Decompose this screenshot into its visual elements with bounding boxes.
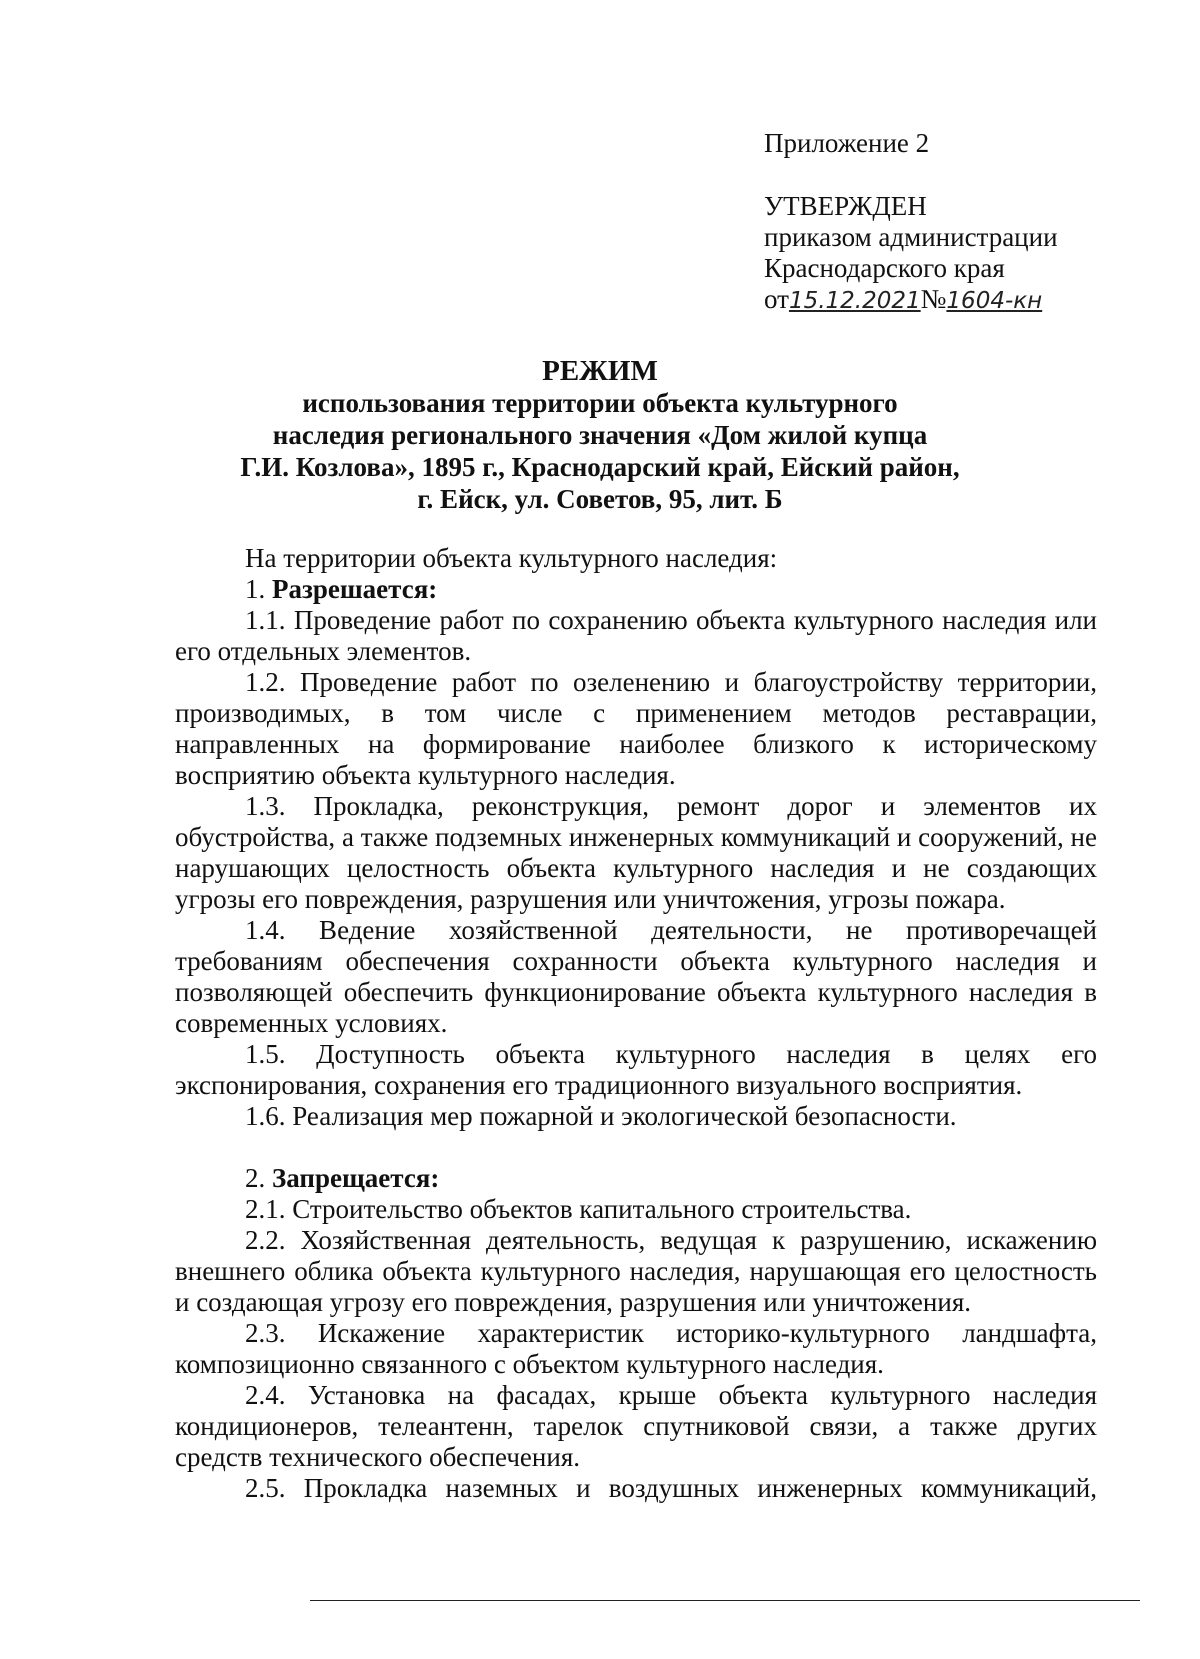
- title-line-1: использования территории объекта культурного: [302, 388, 898, 418]
- title-line-4: г. Ейск, ул. Советов, 95, лит. Б: [417, 484, 783, 514]
- bottom-divider: [310, 1600, 1140, 1601]
- paragraph-2-1: 2.1. Строительство объектов капитального строительства.: [245, 1194, 912, 1224]
- date-prefix: от: [764, 284, 789, 314]
- section-1-number: 1.: [245, 574, 266, 604]
- approved-by-line2: Краснодарского края: [764, 253, 1005, 283]
- paragraph-1-3: 1.3. Прокладка, реконструкция, ремонт дорог и элементов их обустройства, а также подземных инженерных коммуникаций и сооружений, не нарушающих целостность объекта культурного наследия и не создающих угрозы его повреждения, разрушения или уничтожения, угрозы пожара.: [175, 791, 1097, 914]
- document-heading: РЕЖИМ: [542, 355, 658, 387]
- number-prefix: №: [920, 284, 947, 314]
- paragraph-2-4: 2.4. Установка на фасадах, крыше объекта культурного наследия кондиционеров, телеантенн, тарелок спутниковой связи, а также других средств технического обеспечения.: [175, 1380, 1097, 1472]
- paragraph-2-2: 2.2. Хозяйственная деятельность, ведущая к разрушению, искажению внешнего облика объекта культурного наследия, нарушающая его целостность и создающая угрозу его повреждения, разрушения или уничтожения.: [175, 1225, 1097, 1317]
- approval-block: [764, 128, 1144, 317]
- order-date-line: [764, 284, 1144, 317]
- title-line-2: наследия регионального значения «Дом жилой купца: [272, 420, 928, 450]
- paragraph-1-6: 1.6. Реализация мер пожарной и экологической безопасности.: [245, 1101, 957, 1131]
- handwritten-date: 15.12.2021: [788, 288, 921, 314]
- section-2-header: [245, 1163, 439, 1194]
- section-2-label: Запрещается:: [272, 1163, 440, 1193]
- paragraph-2-5: 2.5. Прокладка наземных и воздушных инженерных коммуникаций,: [245, 1473, 1097, 1503]
- approved-label: УТВЕРЖДЕН: [764, 191, 927, 221]
- appendix-label: Приложение 2: [764, 128, 930, 158]
- paragraph-1-1: 1.1. Проведение работ по сохранению объекта культурного наследия или его отдельных элементов.: [175, 605, 1097, 666]
- paragraph-2-3: 2.3. Искажение характеристик историко-культурного ландшафта, композиционно связанного с объектом культурного наследия.: [175, 1318, 1097, 1379]
- title-line-3: Г.И. Козлова», 1895 г., Краснодарский край, Ейский район,: [240, 452, 960, 482]
- section-1-label: Разрешается:: [272, 574, 438, 604]
- paragraph-1-4: 1.4. Ведение хозяйственной деятельности, не противоречащей требованиям обеспечения сохранности объекта культурного наследия и позволяющей обеспечить функционирование объекта культурного наследия в современных условиях.: [175, 915, 1097, 1038]
- handwritten-number: 1604-кн: [946, 288, 1043, 314]
- paragraph-1-5: 1.5. Доступность объекта культурного наследия в целях его экспонирования, сохранения его традиционного визуального восприятия.: [175, 1039, 1097, 1100]
- section-2-number: 2.: [245, 1163, 266, 1193]
- intro-text: На территории объекта культурного наследия:: [245, 543, 778, 573]
- spacer: [764, 159, 1144, 191]
- paragraph-1-2: 1.2. Проведение работ по озеленению и благоустройству территории, производимых, в том числе с применением методов реставрации, направленных на формирование наиболее близкого к историческому восприятию объекта культурного наследия.: [175, 667, 1097, 790]
- section-1-header: [245, 574, 437, 605]
- approved-by-line1: приказом администрации: [764, 222, 1058, 252]
